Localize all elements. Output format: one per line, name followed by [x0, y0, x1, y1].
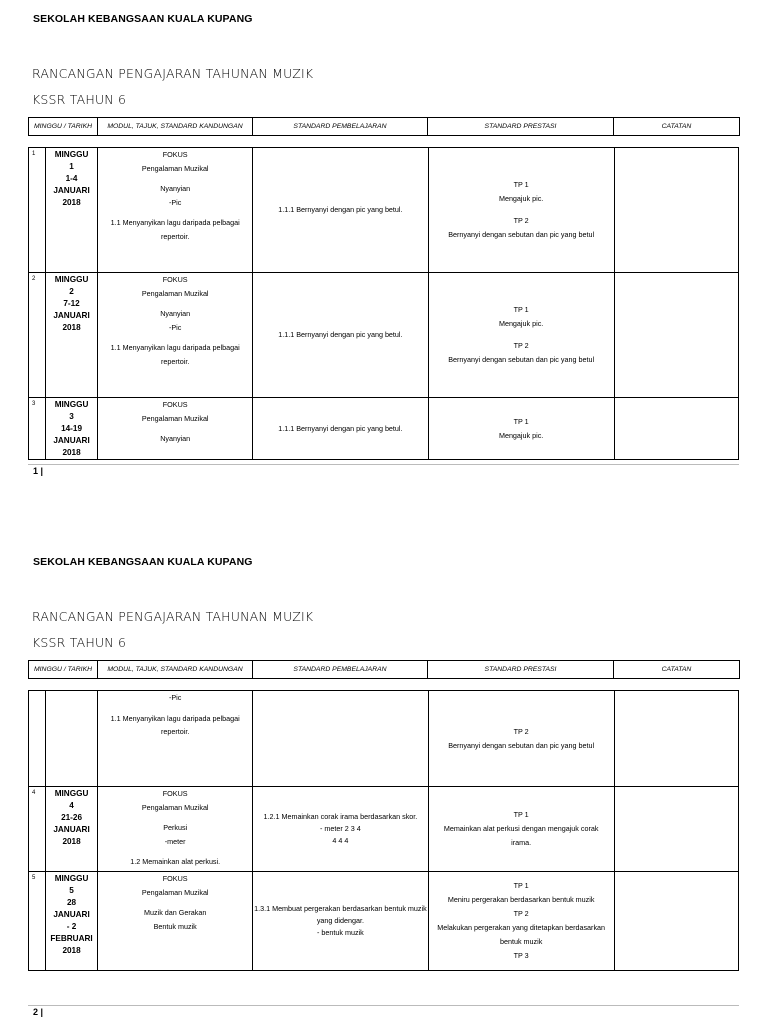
header-table	[28, 660, 740, 679]
cell-line: Pengalaman Muzikal	[141, 802, 209, 812]
header-modul: MODUL, TAJUK, STANDARD KANDUNGAN	[98, 118, 253, 136]
modul-cell	[98, 398, 253, 460]
cell-line	[98, 334, 252, 341]
prestasi-cell	[428, 398, 614, 460]
pembelajaran-cell	[253, 691, 428, 787]
cell-line: 3	[69, 412, 74, 421]
cell-line: repertoir.	[160, 231, 190, 241]
cell-line: 21-26	[61, 813, 83, 822]
modul-cell	[98, 787, 253, 872]
table-row	[29, 398, 739, 460]
cell-line: TP 1	[513, 180, 529, 190]
catatan-cell	[614, 273, 738, 398]
cell-line: Perkusi	[163, 823, 188, 833]
cell-line: Bentuk muzik	[153, 921, 197, 931]
pembelajaran-cell	[253, 398, 428, 460]
cell-line: Mengajuk pic.	[498, 194, 544, 204]
minggu-cell	[46, 398, 98, 460]
catatan-cell	[614, 691, 738, 787]
cell-line: 2018	[62, 198, 81, 207]
cell-line	[98, 705, 252, 712]
page-divider	[28, 1005, 739, 1006]
cell-line	[98, 425, 252, 432]
cell-line: FOKUS	[162, 150, 188, 159]
school-name: SEKOLAH KEBANGSAAN KUALA KUPANG	[33, 13, 253, 25]
cell-line: 14-19	[61, 424, 83, 433]
header-prestasi: STANDARD PRESTASI	[428, 661, 614, 679]
row-number-cell: 5	[29, 872, 46, 971]
row-number-cell	[29, 691, 46, 787]
prestasi-cell	[428, 872, 614, 971]
cell-line: Melakukan pergerakan yang ditetapkan berdasarkan	[437, 923, 606, 932]
table-row	[29, 273, 739, 398]
cell-line: JANUARI	[53, 186, 90, 195]
pembelajaran-cell	[253, 148, 428, 273]
cell-line: 1.1.1 Bernyanyi dengan pic yang betul.	[278, 330, 403, 339]
cell-line: Mengajuk pic.	[498, 430, 544, 440]
cell-line	[429, 206, 614, 213]
table-row	[29, 691, 739, 787]
cell-line: Mengajuk pic.	[498, 319, 544, 329]
cell-line: Bernyanyi dengan sebutan dan pic yang betul	[448, 229, 595, 239]
cell-line: 5	[69, 886, 74, 895]
minggu-cell	[46, 691, 98, 787]
document-page-2	[0, 543, 768, 1024]
catatan-cell	[614, 148, 738, 273]
cell-line: 4	[69, 801, 74, 810]
plan-title: RANCANGAN PENGAJARAN TAHUNAN MUZIK	[32, 66, 314, 81]
cell-line: 2018	[62, 946, 81, 955]
cell-line: TP 2	[513, 909, 529, 918]
page-divider	[28, 464, 739, 465]
row-number-cell: 4	[29, 787, 46, 872]
modul-cell	[98, 872, 253, 971]
header-catatan: CATATAN	[614, 118, 740, 136]
cell-line: repertoir.	[160, 356, 190, 366]
cell-line: 2018	[62, 837, 81, 846]
school-name: SEKOLAH KEBANGSAAN KUALA KUPANG	[33, 556, 253, 568]
kssr-year: KSSR TAHUN 6	[32, 635, 127, 650]
cell-line: bentuk muzik	[499, 937, 543, 946]
minggu-cell	[46, 787, 98, 872]
cell-line: -Pic	[168, 322, 182, 332]
minggu-cell	[46, 872, 98, 971]
cell-line: 4 4 4	[332, 836, 349, 845]
cell-line: TP 1	[513, 305, 529, 315]
cell-line	[98, 175, 252, 182]
prestasi-cell	[428, 787, 614, 872]
cell-line: 1.3.1 Membuat pergerakan berdasarkan bentuk muzik	[254, 904, 427, 913]
cell-line: 2	[69, 287, 74, 296]
cell-line: 1.1 Menyanyikan lagu daripada pelbagai	[110, 343, 240, 353]
table-row	[29, 872, 739, 971]
cell-line: 2018	[62, 448, 81, 457]
cell-line: 1.1.1 Bernyanyi dengan pic yang betul.	[278, 423, 403, 433]
cell-line: TP 2	[513, 726, 529, 736]
catatan-cell	[614, 872, 738, 971]
header-prestasi: STANDARD PRESTASI	[428, 118, 614, 136]
pembelajaran-cell	[253, 787, 428, 872]
row-number-cell: 2	[29, 273, 46, 398]
cell-line: JANUARI	[53, 910, 90, 919]
modul-cell	[98, 691, 253, 787]
cell-line: MINGGU	[54, 275, 89, 284]
cell-line: 7-12	[63, 299, 80, 308]
catatan-cell	[614, 787, 738, 872]
cell-line: -meter	[164, 836, 186, 846]
cell-line: Pengalaman Muzikal	[141, 413, 209, 423]
prestasi-cell	[428, 148, 614, 273]
catatan-cell	[614, 398, 738, 460]
cell-line: TP 1	[513, 881, 529, 890]
cell-line: MINGGU	[54, 400, 89, 409]
minggu-cell	[46, 148, 98, 273]
header-pembelajaran: STANDARD PEMBELAJARAN	[253, 118, 428, 136]
cell-line	[98, 300, 252, 307]
cell-line: 1	[69, 162, 74, 171]
header-pembelajaran: STANDARD PEMBELAJARAN	[253, 661, 428, 679]
cell-line: Meniru pergerakan berdasarkan bentuk muzik	[447, 895, 595, 904]
cell-line: TP 1	[513, 810, 529, 819]
cell-line: JANUARI	[53, 825, 90, 834]
header-modul: MODUL, TAJUK, STANDARD KANDUNGAN	[98, 661, 253, 679]
cell-line	[429, 331, 614, 338]
cell-line: 2018	[62, 323, 81, 332]
cell-line: Muzik dan Gerakan	[144, 908, 207, 918]
pembelajaran-cell	[253, 273, 428, 398]
cell-line: 1.1 Menyanyikan lagu daripada pelbagai	[110, 713, 240, 723]
header-minggu: MINGGU / TARIKH	[29, 661, 98, 679]
page-number: 1 |	[33, 466, 44, 476]
cell-line: Pengalaman Muzikal	[141, 163, 209, 173]
cell-line: Bernyanyi dengan sebutan dan pic yang betul	[448, 740, 595, 750]
cell-line: 1.2.1 Memainkan corak irama berdasarkan skor.	[263, 812, 418, 821]
cell-line	[98, 814, 252, 821]
prestasi-cell	[428, 273, 614, 398]
cell-line: TP 1	[513, 416, 529, 426]
cell-line: JANUARI	[53, 436, 90, 445]
cell-line: - meter 2 3 4	[320, 824, 361, 833]
cell-line: 28	[66, 898, 77, 907]
header-table	[28, 117, 740, 136]
page-number: 2 |	[33, 1007, 44, 1017]
cell-line: 1.1 Menyanyikan lagu daripada pelbagai	[110, 218, 240, 228]
cell-line: - 2	[66, 922, 77, 931]
cell-line: FOKUS	[162, 874, 188, 883]
row-number-cell: 1	[29, 148, 46, 273]
modul-cell	[98, 148, 253, 273]
cell-line: Nyanyian	[160, 434, 191, 444]
cell-line: Bernyanyi dengan sebutan dan pic yang betul	[448, 354, 595, 364]
plan-title: RANCANGAN PENGAJARAN TAHUNAN MUZIK	[32, 609, 314, 624]
cell-line: MINGGU	[54, 874, 89, 883]
cell-line: Memainkan alat perkusi dengan mengajuk corak	[443, 824, 599, 833]
modul-cell	[98, 273, 253, 398]
cell-line: TP 2	[513, 215, 529, 225]
cell-line: FOKUS	[162, 789, 188, 798]
prestasi-cell	[428, 691, 614, 787]
pembelajaran-cell	[253, 872, 428, 971]
cell-line: TP 3	[513, 951, 529, 960]
plan-table	[28, 690, 739, 971]
cell-line: MINGGU	[54, 789, 89, 798]
cell-line: -Pic	[168, 693, 182, 702]
cell-line	[98, 848, 252, 855]
table-row	[29, 787, 739, 872]
cell-line: Pengalaman Muzikal	[141, 887, 209, 897]
row-number-cell: 3	[29, 398, 46, 460]
cell-line: irama.	[511, 838, 532, 847]
kssr-year: KSSR TAHUN 6	[32, 92, 127, 107]
cell-line: Pengalaman Muzikal	[141, 288, 209, 298]
cell-line: TP 2	[513, 340, 529, 350]
cell-line	[98, 899, 252, 906]
cell-line: yang didengar.	[316, 916, 364, 925]
cell-line: 1.1.1 Bernyanyi dengan pic yang betul.	[278, 205, 403, 214]
cell-line: MINGGU	[54, 150, 89, 159]
header-catatan: CATATAN	[614, 661, 740, 679]
table-row	[29, 148, 739, 273]
header-minggu: MINGGU / TARIKH	[29, 118, 98, 136]
cell-line: Nyanyian	[160, 184, 191, 194]
cell-line: FOKUS	[162, 400, 188, 409]
cell-line: JANUARI	[53, 311, 90, 320]
cell-line: repertoir.	[160, 727, 190, 737]
cell-line: 1.2 Memainkan alat perkusi.	[130, 857, 221, 867]
plan-table	[28, 147, 739, 460]
cell-line: FOKUS	[162, 275, 188, 284]
document-page-1	[0, 0, 768, 480]
cell-line: - bentuk muzik	[317, 928, 364, 937]
cell-line: FEBRUARI	[50, 934, 93, 943]
minggu-cell	[46, 273, 98, 398]
cell-line	[98, 209, 252, 216]
cell-line: 1-4	[65, 174, 78, 183]
cell-line: -Pic	[168, 197, 182, 207]
cell-line: Nyanyian	[160, 309, 191, 319]
